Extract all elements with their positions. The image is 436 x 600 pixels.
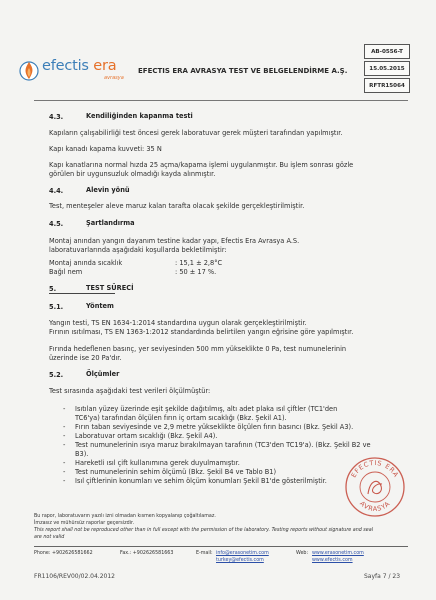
footer-web-2[interactable]: www.efectis.com — [312, 558, 353, 563]
footer-note-1: Bu rapor, laboratuvarın yazılı izni olmadan kısmen kopyalanıp çoğaltılamaz. — [34, 514, 216, 519]
section-5-2-intro: Test sırasında aşağıdaki test verileri ölçülmüştür: — [49, 387, 211, 395]
footer-email-1[interactable]: info@erasonetim.com — [216, 551, 269, 556]
company-seal-stamp — [344, 456, 406, 518]
footer-fax: Fax.: +902626581663 — [120, 551, 174, 556]
section-5-1-p2-line1: Fırında hedeflenen basınç, yer seviyesinden 500 mm yükseklikte 0 Pa, test numunelerinin — [49, 345, 347, 353]
section-4-4-number: 4.4. — [49, 187, 64, 195]
section-4-4-title: Alevin yönü — [86, 186, 130, 194]
bullet-marker: - — [63, 441, 66, 449]
bullet-marker: - — [63, 432, 66, 440]
date-box: 15.05.2015 — [364, 61, 410, 76]
section-4-3-p3-line1: Kapı kanatlarına normal hızda 25 açma/kapama işlemi uygulanmıştır. Bu işlem sonrası gözle — [49, 161, 354, 169]
section-5-title: TEST SÜRECİ — [86, 284, 134, 292]
section-4-5-number: 4.5. — [49, 220, 64, 228]
section-4-3-p1: Kapıların çalışabilirliği test öncesi gerek laboratuvar gerek müşteri tarafından yapılmıştır. — [49, 129, 343, 137]
section-4-3-number: 4.3. — [49, 113, 64, 121]
logo-wordmark — [42, 58, 116, 74]
measurement-item-1-line2: TC6'ya) tarafından ölçülen fırın iç ortam sıcaklığı (Bkz. Şekil A1). — [75, 414, 287, 422]
section-4-4-p1: Test, menteşeler aleve maruz kalan tarafta olacak şekilde gerçekleştirilmiştir. — [49, 202, 305, 210]
conditioning-humidity-label: Bağıl nem — [49, 268, 83, 276]
bullet-marker: - — [63, 459, 66, 467]
form-code: FR1106/REV00/02.04.2012 — [34, 573, 115, 580]
section-5-1-p2-line2: üzerinde ise 20 Pa'dır. — [49, 354, 122, 362]
efectis-era-logo — [18, 56, 128, 84]
section-5-1-number: 5.1. — [49, 303, 64, 311]
section-4-5-p1-line1: Montaj anından yangın dayanım testine kadar yapı, Efectis Era Avrasya A.S. — [49, 237, 300, 245]
section-4-5-p1-line2: laboratuvarlarında aşağıdaki koşullarda bekletilmiştir: — [49, 246, 227, 254]
footer-web-1[interactable]: www.erasonetim.com — [312, 551, 364, 556]
footer-email-2[interactable]: turkey@efectis.com — [216, 558, 264, 563]
conditioning-temperature-value: : 15,1 ± 2,8°C — [175, 259, 223, 267]
section-4-5-title: Şartlandırma — [86, 219, 135, 227]
measurement-item-3: Laboratuvar ortam sıcaklığı (Bkz. Şekil A4). — [75, 432, 218, 440]
logo-subtext: avrasya — [104, 75, 124, 81]
header-divider — [34, 100, 408, 101]
bullet-marker: - — [63, 477, 66, 485]
section-5-underline — [49, 293, 115, 294]
measurement-item-1-line1: Isıtılan yüzey üzerinde eşit şekilde dağıtılmış, altı adet plaka ısıl çiftler (TC1'den — [75, 405, 338, 413]
footer-note-4: are not valid — [34, 535, 65, 540]
section-5-2-title: Ölçümler — [86, 370, 120, 378]
section-5-1-p1-line1: Yangın testi, TS EN 1634-1:2014 standardına uygun olarak gerçekleştirilmiştir. — [49, 319, 307, 327]
measurement-item-7: Isıl çiftlerinin konumları ve sehim ölçüm konumları Şekil B1'de gösterilmiştir. — [75, 477, 327, 485]
section-4-3-p3-line2: görülen bir uygunsuzluk olmadığı kayda alınmıştır. — [49, 170, 216, 178]
bullet-marker: - — [63, 468, 66, 476]
measurement-item-4-line1: Test numunelerinin ısıya maruz bırakılmayan tarafının (TC3'den TC19'a). (Bkz. Şekil B2 ve — [75, 441, 371, 449]
svg-text:AVRASYA: AVRASYA — [358, 499, 392, 514]
logo-text-efectis: efectis — [42, 58, 89, 74]
flame-logo-icon — [18, 58, 40, 82]
logo-text-era: era — [93, 58, 117, 74]
footer-note-2: İmzasız ve mühürsüz raporlar geçersizdir. — [34, 521, 135, 526]
ref-code-box: AB-0556-T — [364, 44, 410, 59]
measurement-item-6: Test numunelerinin sehim ölçümü (Bkz. Şekil B4 ve Tablo B1) — [75, 468, 277, 476]
footer-note-3: This report shall not be reproduced other than in full except with the permission of the laboratory. Testing reports without signature and seal — [34, 528, 374, 533]
section-5-1-title: Yöntem — [86, 302, 114, 310]
footer-divider — [34, 546, 408, 547]
section-5-2-number: 5.2. — [49, 371, 64, 379]
conditioning-humidity-value: : 50 ± 17 %. — [175, 268, 217, 276]
section-4-3-title: Kendiliğinden kapanma testi — [86, 112, 193, 120]
svg-text:EFECTIS ERA: EFECTIS ERA — [349, 458, 401, 479]
section-5-1-p1-line2: Fırının ısıtılması, TS EN 1363-1:2012 standardında belirtilen yangın eğrisine göre yapılmıştır. — [49, 328, 354, 336]
measurement-item-2: Fırın taban seviyesinde ve 2,9 metre yükseklikte ölçülen fırın basıncı (Bkz. Şekil A3). — [75, 423, 354, 431]
report-number-box: RFTR15064 — [364, 78, 410, 93]
bullet-marker: - — [63, 423, 66, 431]
footer-web-label: Web: — [296, 551, 309, 556]
company-title: EFECTIS ERA AVRASYA TEST VE BELGELENDİRME A.Ş. — [138, 67, 348, 75]
footer-email-label: E-mail: — [196, 551, 213, 556]
section-5-number: 5. — [49, 285, 57, 293]
page-number: Sayfa 7 / 23 — [364, 573, 401, 580]
measurement-item-4-line2: B3). — [75, 450, 89, 458]
bullet-marker: - — [63, 405, 66, 413]
section-4-3-p2: Kapı kanadı kapama kuvveti: 35 N — [49, 145, 162, 153]
measurement-item-5: Hareketli ısıl çift kullanımına gerek duyulmamıştır. — [75, 459, 240, 467]
footer-phone: Phone: +902626581662 — [34, 551, 93, 556]
conditioning-temperature-label: Montaj anında sıcaklık — [49, 259, 123, 267]
